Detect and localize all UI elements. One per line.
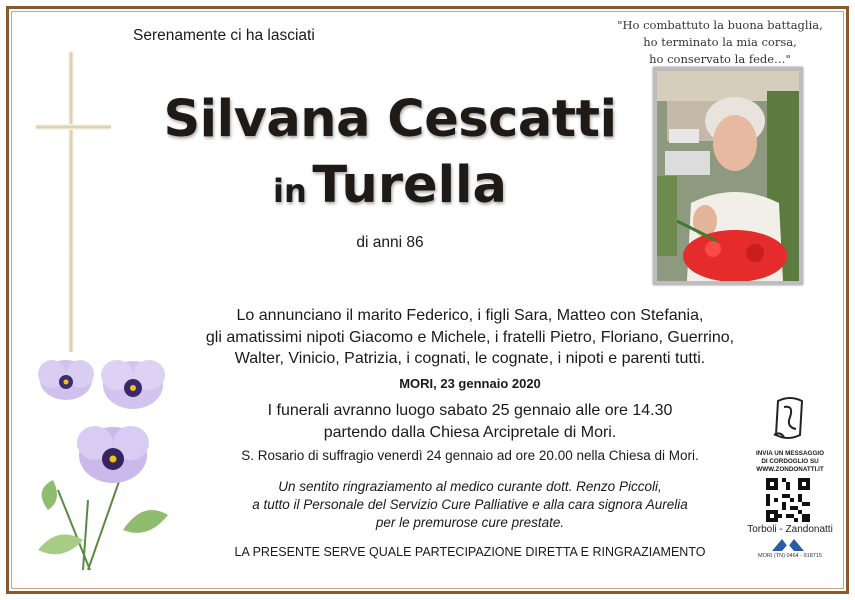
condolence-message-link[interactable]: [748, 395, 832, 474]
pansy-flowers-icon: [28, 340, 178, 580]
agency-contact: MORI (TN) 0464 - 918715: [758, 553, 822, 559]
married-name: [145, 154, 635, 229]
participation-notice: LA PRESENTE SERVE QUALE PARTECIPAZIONE DIRETTA E RINGRAZIAMENTO: [234, 545, 706, 559]
announcement: [160, 305, 780, 370]
rosary-info: S. Rosario di suffragio venerdì 24 gennaio ad ore 20.00 nella Chiesa di Mori.: [241, 448, 699, 463]
married-prefix: in: [273, 172, 307, 210]
message-line: DI CORDOGLIO SU: [761, 458, 819, 465]
thanks-line: a tutto il Personale del Servizio Cure Palliative e alla cara signora Aurelia: [252, 497, 688, 512]
agency-name: Torboli - Zandonatti: [747, 524, 833, 535]
scroll-logo-icon: [770, 395, 810, 441]
message-text: [748, 450, 832, 474]
funeral-line: partendo dalla Chiesa Arcipretale di Mori.: [323, 423, 617, 441]
announcement-line: Walter, Vinicio, Patrizia, i cognati, le cognate, i nipoti e parenti tutti.: [234, 350, 706, 367]
qr-code-icon[interactable]: [766, 478, 810, 522]
funeral-info: [160, 400, 780, 443]
funeral-line: I funerali avranno luogo sabato 25 gennaio alle ore 14.30: [267, 402, 673, 419]
announcement-line: gli amatissimi nipoti Giacomo e Michele, i fratelli Pietro, Floriano, Guerrino,: [205, 328, 735, 346]
portrait-photo: [653, 67, 803, 285]
place-date: MORI, 23 gennaio 2020: [399, 376, 541, 391]
quote-line: ho terminato la mia corsa,: [643, 35, 797, 49]
thanks-line: per le premurose cure prestate.: [375, 515, 565, 530]
quote-line: "Ho combattuto la buona battaglia,: [617, 18, 823, 32]
thanks-text: [160, 478, 780, 532]
thanks-line: Un sentito ringraziamento al medico curante dott. Renzo Piccoli,: [278, 479, 662, 494]
cross-horizontal-icon: [36, 124, 111, 130]
married-surname: Turella: [312, 156, 507, 215]
message-line: INVIA UN MESSAGGIO: [756, 450, 824, 457]
cross-vertical-icon: [68, 52, 74, 352]
intro-text: Serenamente ci ha lasciati: [133, 27, 315, 44]
message-line: WWW.ZONDONATTI.IT: [756, 466, 824, 473]
announcement-line: Lo annunciano il marito Federico, i figli Sara, Matteo con Stefania,: [236, 307, 704, 324]
quote-line: ho conservato la fede…": [649, 52, 791, 66]
deceased-name: Silvana Cescatti: [163, 90, 617, 149]
age-text: di anni 86: [356, 234, 424, 251]
bible-quote: [610, 17, 830, 68]
agency-logo-icon: [770, 537, 806, 553]
